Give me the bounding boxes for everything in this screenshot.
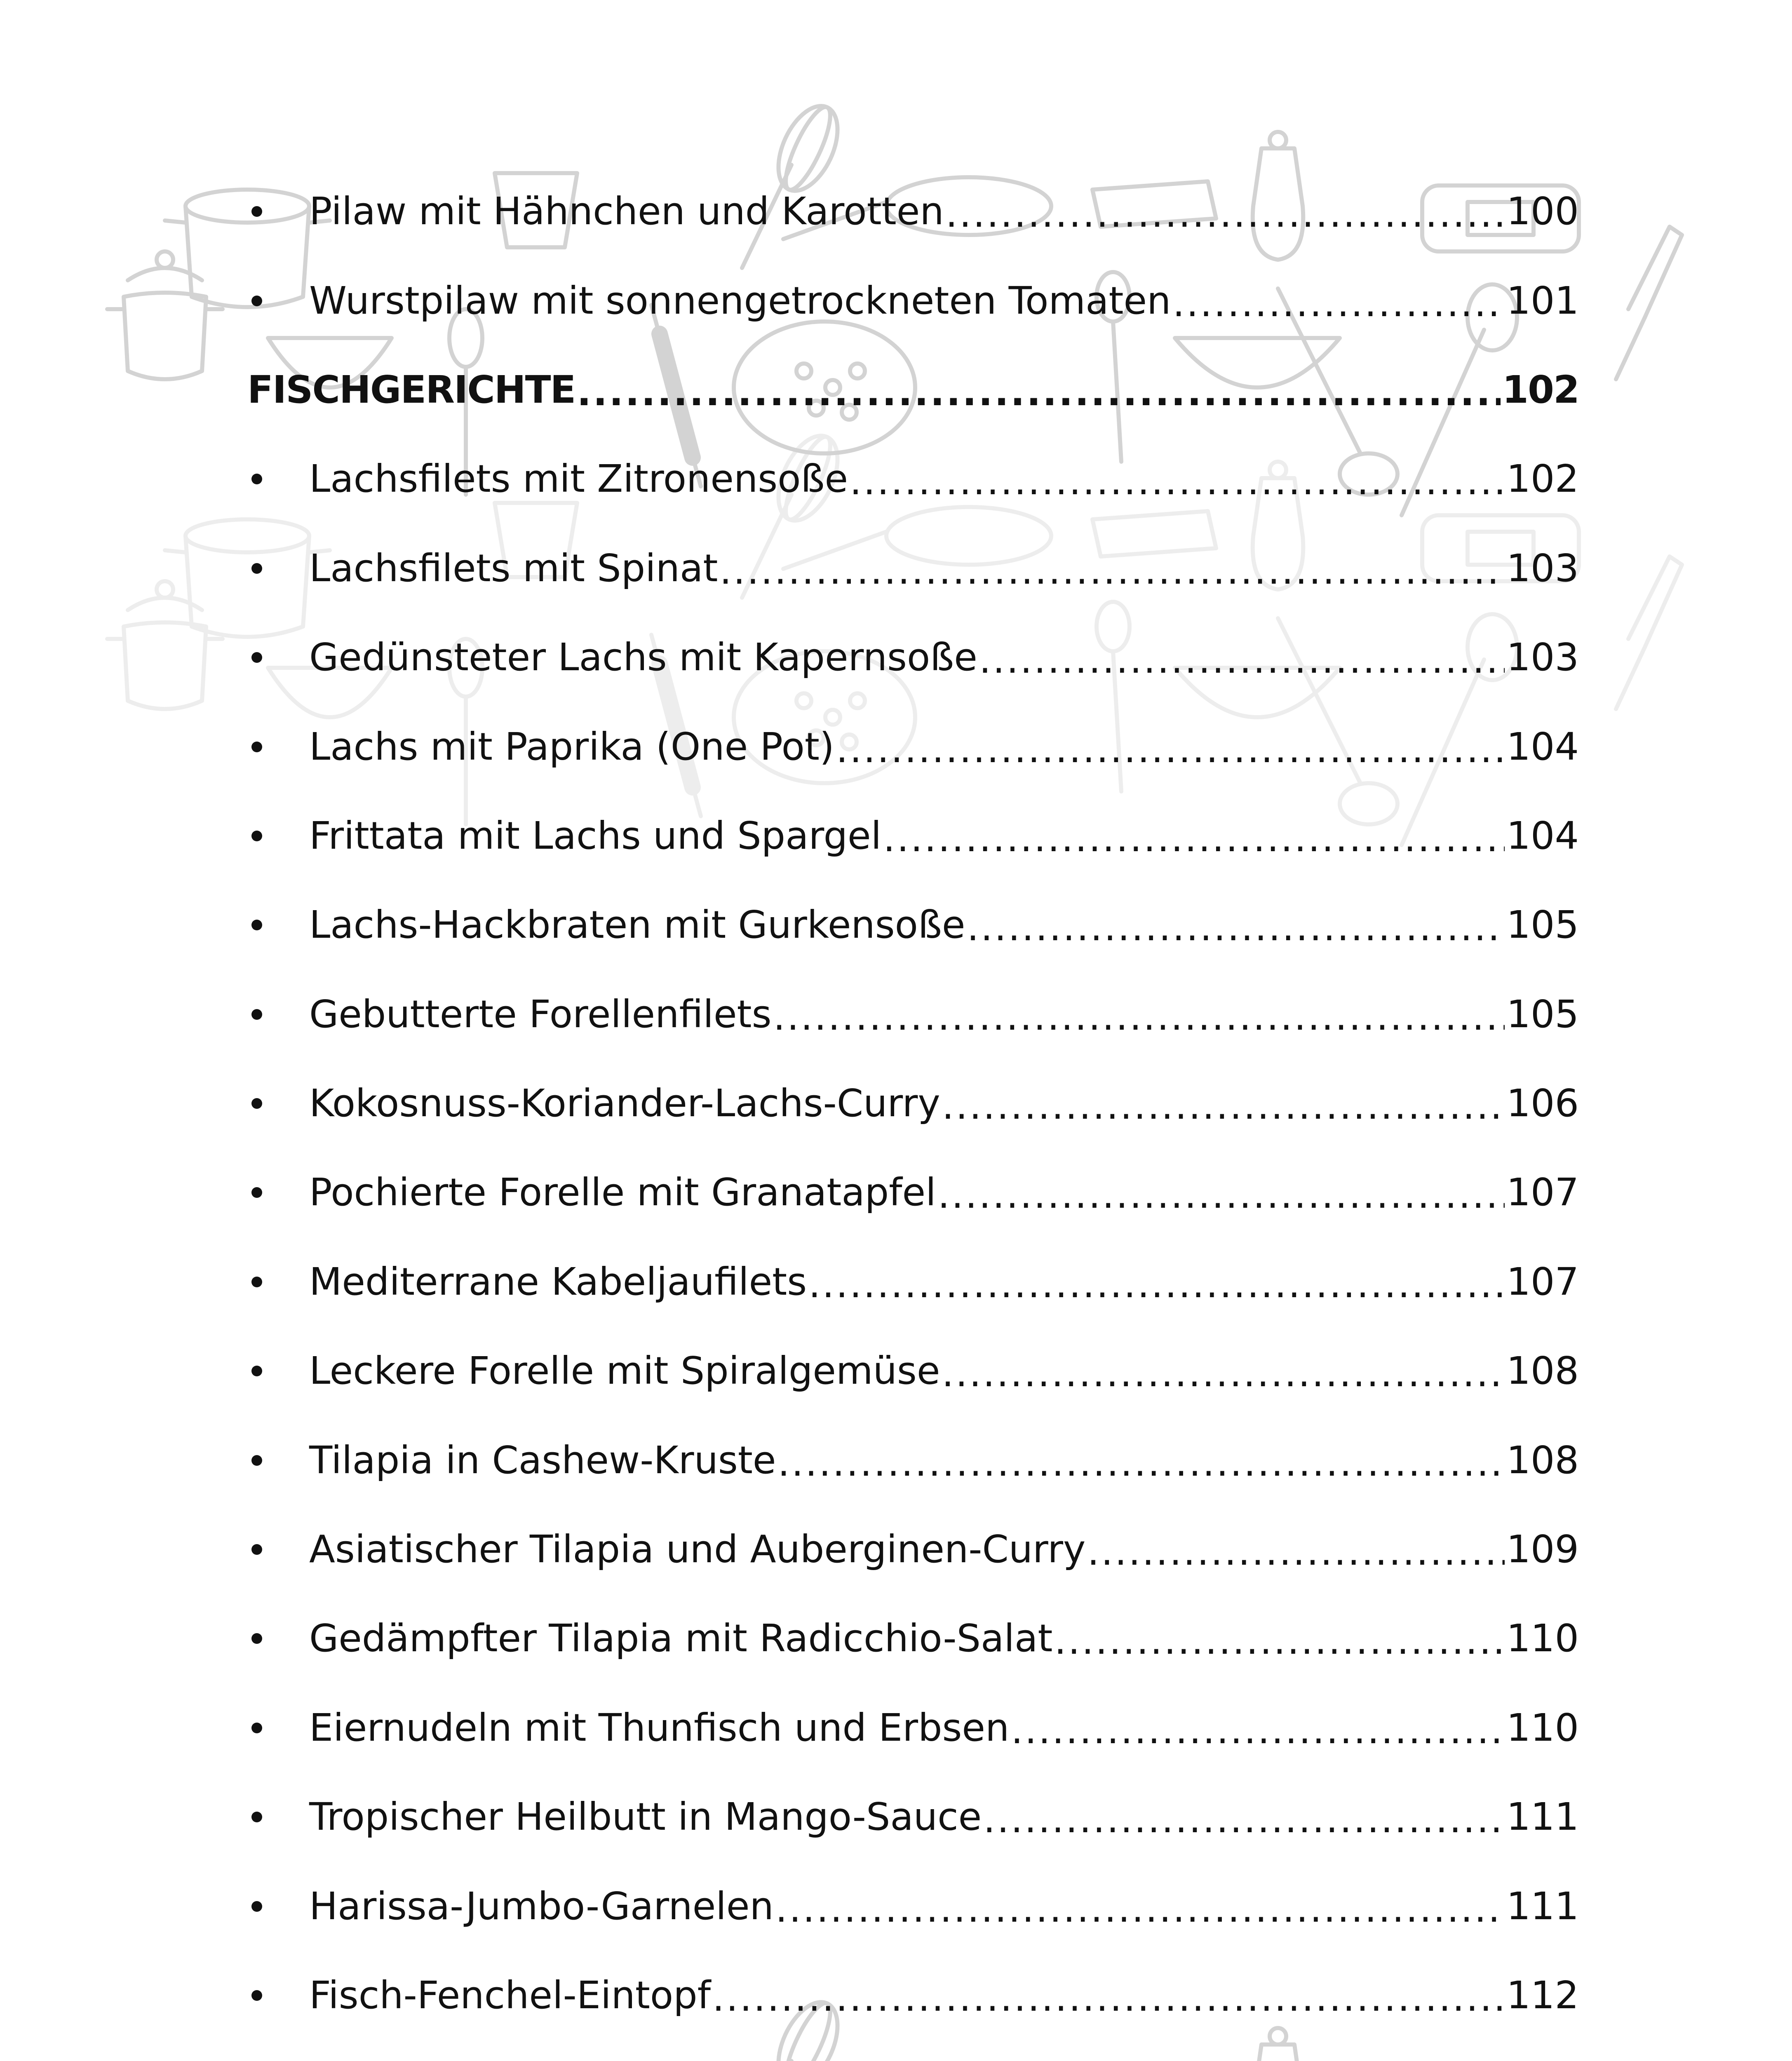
toc-entry-title: Gedünsteter Lachs mit Kapernsoße — [309, 635, 977, 680]
dot-leader — [1054, 1622, 1505, 1660]
toc-page-number: 110 — [1506, 1705, 1579, 1750]
toc-page-number: 107 — [1506, 1259, 1579, 1304]
toc-entry[interactable] — [247, 1772, 1579, 1861]
toc-entry-title: Gedämpfter Tilapia mit Radicchio-Salat — [309, 1616, 1053, 1661]
bullet-icon — [251, 1366, 262, 1376]
bullet-icon — [251, 1009, 262, 1020]
dot-leader — [883, 819, 1505, 857]
dot-leader — [850, 462, 1505, 500]
toc-entry[interactable] — [247, 1594, 1579, 1683]
toc-entry-title: Tropischer Heilbutt in Mango-Sauce — [309, 1795, 982, 1839]
toc-entry[interactable] — [247, 2040, 1579, 2061]
dot-leader — [1087, 1533, 1505, 1571]
toc-entry[interactable] — [247, 1059, 1579, 1148]
toc-entry-title: Fisch-Fenchel-Eintopf — [309, 1973, 711, 2017]
bullet-icon — [251, 1901, 262, 1912]
table-of-contents — [247, 167, 1579, 2061]
toc-page-number: 102 — [1502, 367, 1579, 412]
toc-entry[interactable] — [247, 256, 1579, 345]
bullet-icon — [251, 1812, 262, 1822]
toc-entry-title: Asiatischer Tilapia und Auberginen-Curry — [309, 1527, 1086, 1572]
toc-page-number: 103 — [1506, 546, 1579, 590]
toc-entry[interactable] — [247, 1148, 1579, 1237]
dot-leader — [808, 1265, 1505, 1303]
toc-entry-title: Leckere Forelle mit Spiralgemüse — [309, 1349, 940, 1393]
toc-entry[interactable] — [247, 1683, 1579, 1772]
dot-leader — [775, 1890, 1505, 1928]
dot-leader — [836, 730, 1505, 768]
dot-leader — [983, 1800, 1505, 1838]
toc-page-number: 103 — [1506, 635, 1579, 680]
toc-section-heading[interactable] — [247, 345, 1579, 434]
dot-leader — [778, 1444, 1505, 1482]
bullet-icon — [251, 1990, 262, 2001]
toc-entry-title: Lachs-Hackbraten mit Gurkensoße — [309, 903, 965, 947]
toc-page-number: 105 — [1506, 903, 1579, 947]
dot-leader — [712, 1979, 1505, 2017]
toc-entry-title: Tilapia in Cashew-Kruste — [309, 1438, 776, 1482]
toc-page-number: 104 — [1506, 724, 1579, 769]
bullet-icon — [251, 1098, 262, 1109]
toc-page-number: 111 — [1506, 1795, 1579, 1839]
toc-page-number: 110 — [1506, 1616, 1579, 1661]
toc-entry[interactable] — [247, 524, 1579, 613]
toc-page-number: 102 — [1506, 457, 1579, 501]
toc-entry[interactable] — [247, 1326, 1579, 1415]
dot-leader — [979, 641, 1505, 679]
toc-entry[interactable] — [247, 1237, 1579, 1326]
toc-entry-title: Wurstpilaw mit sonnengetrockneten Tomaten — [309, 278, 1171, 323]
toc-page-number: 112 — [1506, 1973, 1579, 2017]
toc-entry[interactable] — [247, 434, 1579, 523]
toc-entry[interactable] — [247, 970, 1579, 1059]
toc-page-number: 100 — [1506, 189, 1579, 234]
toc-entry[interactable] — [247, 167, 1579, 256]
bullet-icon — [251, 206, 262, 217]
dot-leader — [938, 1176, 1505, 1214]
toc-entry[interactable] — [247, 613, 1579, 702]
toc-entry[interactable] — [247, 880, 1579, 969]
toc-entry-title: Pochierte Forelle mit Granatapfel — [309, 1170, 936, 1215]
toc-entry-title: Harissa-Jumbo-Garnelen — [309, 1884, 774, 1928]
toc-entry-title: Lachsfilets mit Zitronensoße — [309, 457, 848, 501]
toc-entry[interactable] — [247, 1505, 1579, 1594]
bullet-icon — [251, 296, 262, 306]
toc-entry-title: Mediterrane Kabeljaufilets — [309, 1259, 807, 1304]
bullet-icon — [251, 474, 262, 484]
bullet-icon — [251, 831, 262, 841]
toc-entry-title: Frittata mit Lachs und Spargel — [309, 813, 882, 858]
bullet-icon — [251, 1723, 262, 1733]
bullet-icon — [251, 1277, 262, 1287]
toc-page-number: 111 — [1506, 1884, 1579, 1928]
dot-leader — [1011, 1711, 1505, 1749]
toc-entry-title: Eiernudeln mit Thunfisch und Erbsen — [309, 1705, 1010, 1750]
dot-leader — [942, 1354, 1505, 1392]
toc-page-number: 107 — [1506, 1170, 1579, 1215]
toc-page-number: 104 — [1506, 813, 1579, 858]
toc-page-number: 108 — [1506, 1438, 1579, 1482]
toc-entry-title: Kokosnuss-Koriander-Lachs-Curry — [309, 1081, 940, 1126]
dot-leader — [773, 998, 1505, 1036]
dot-leader — [967, 908, 1505, 946]
dot-leader — [719, 552, 1505, 590]
dot-leader — [946, 195, 1505, 233]
toc-entry-title: Gebutterte Forellenfilets — [309, 992, 772, 1036]
bullet-icon — [251, 563, 262, 574]
bullet-icon — [251, 652, 262, 663]
bullet-icon — [251, 1455, 262, 1466]
toc-page-number: 105 — [1506, 992, 1579, 1036]
toc-page-number: 109 — [1506, 1527, 1579, 1572]
toc-entry[interactable] — [247, 1415, 1579, 1505]
toc-entry[interactable] — [247, 1951, 1579, 2040]
bullet-icon — [251, 1544, 262, 1555]
toc-page-number: 108 — [1506, 1349, 1579, 1393]
dot-leader — [942, 1087, 1505, 1125]
bullet-icon — [251, 920, 262, 930]
toc-page-number: 101 — [1506, 278, 1579, 323]
bullet-icon — [251, 742, 262, 752]
dot-leader — [577, 373, 1501, 411]
bullet-icon — [251, 1187, 262, 1198]
toc-entry-title: FISCHGERICHTE — [247, 367, 575, 412]
toc-entry-title: Pilaw mit Hähnchen und Karotten — [309, 189, 944, 234]
bullet-icon — [251, 1633, 262, 1644]
toc-entry-title: Lachs mit Paprika (One Pot) — [309, 724, 834, 769]
toc-entry-title: Lachsfilets mit Spinat — [309, 546, 718, 590]
dot-leader — [1172, 284, 1505, 322]
toc-entry[interactable] — [247, 1861, 1579, 1951]
toc-entry[interactable] — [247, 702, 1579, 791]
toc-page-number: 106 — [1506, 1081, 1579, 1126]
toc-entry[interactable] — [247, 791, 1579, 880]
